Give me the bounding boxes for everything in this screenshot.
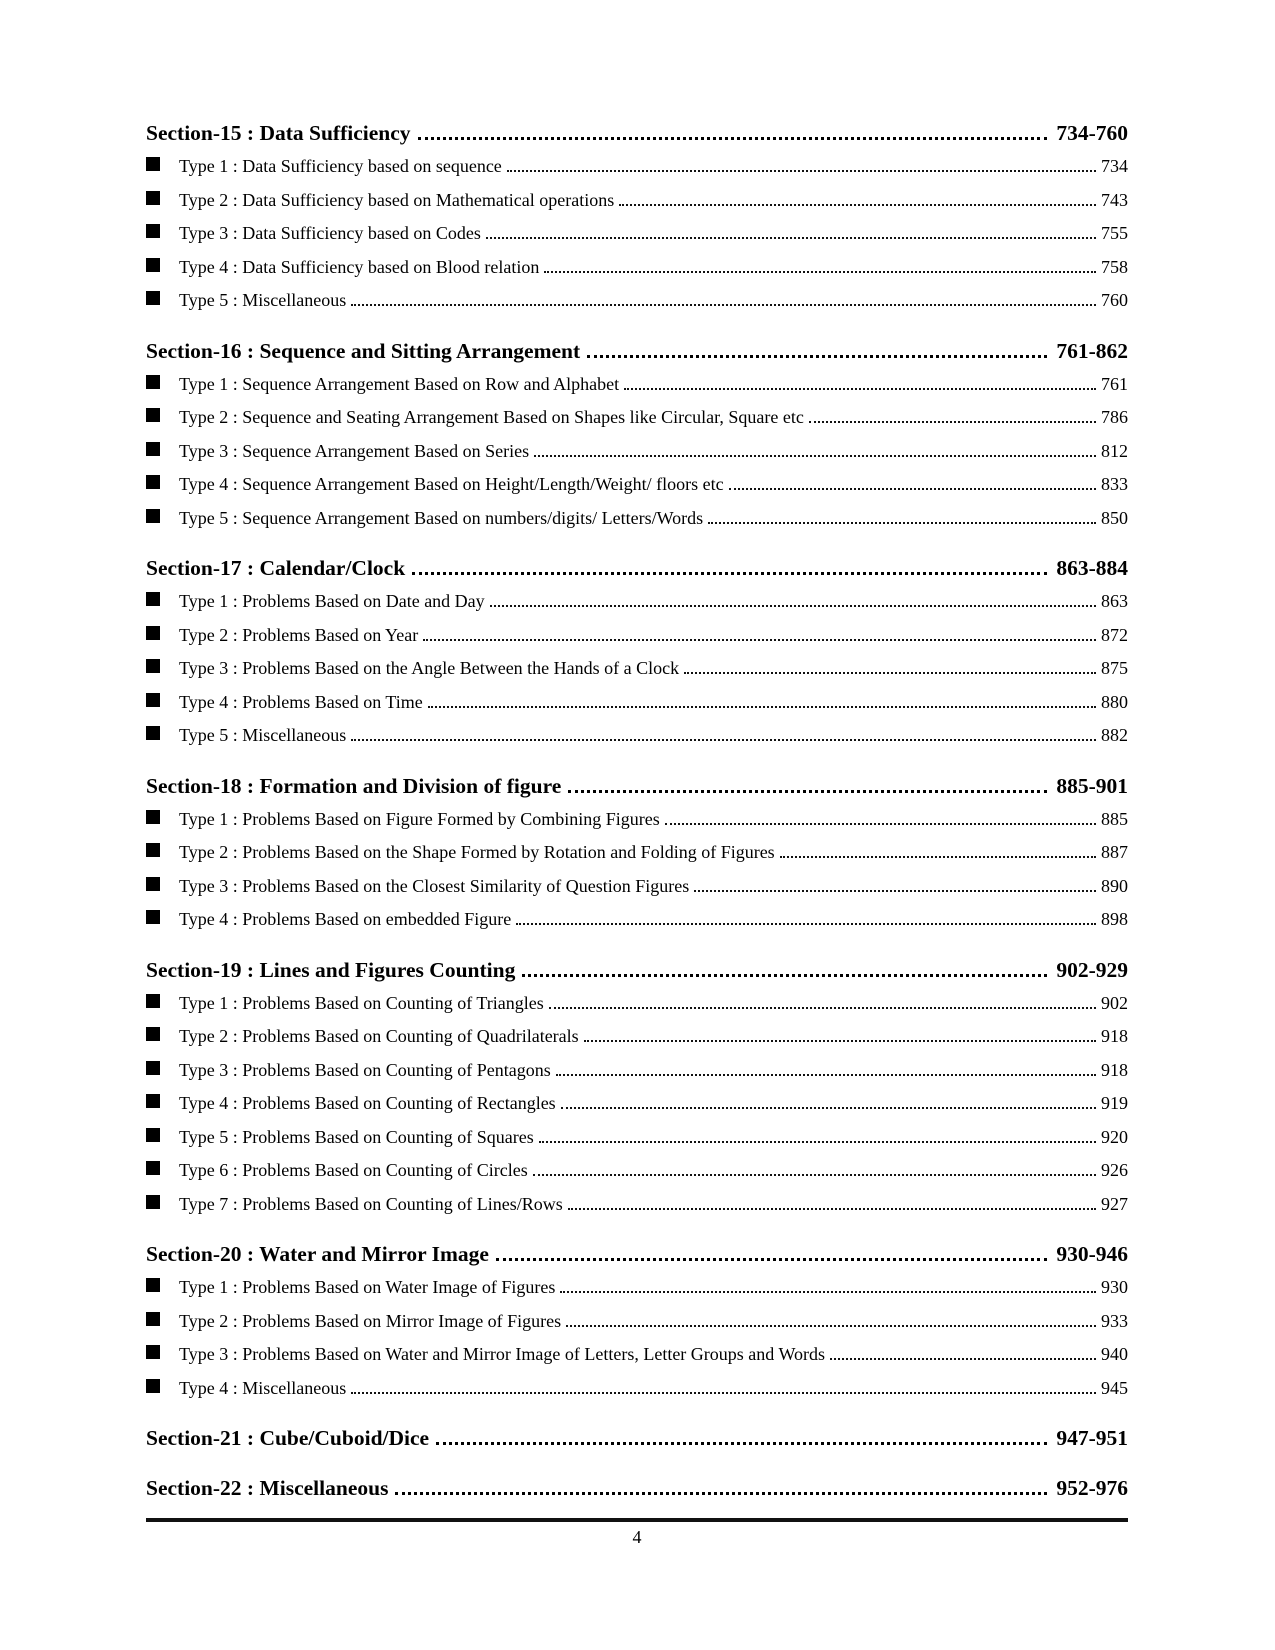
type-label: Type 4 : Problems Based on embedded Figure — [179, 909, 512, 929]
bullet-square-icon — [146, 810, 160, 824]
dot-leader — [809, 421, 1096, 423]
page-number: 4 — [632, 1527, 642, 1547]
dot-leader — [418, 137, 1048, 140]
type-page-number: 734 — [1101, 156, 1128, 176]
section-page-range: 734-760 — [1056, 121, 1128, 145]
dot-leader — [568, 1208, 1096, 1210]
type-page-number: 863 — [1101, 591, 1128, 611]
type-label: Type 2 : Problems Based on Counting of Quadrilaterals — [179, 1026, 579, 1046]
toc-type-row — [146, 217, 1128, 251]
toc-type-row — [146, 870, 1128, 904]
type-page-number: 755 — [1101, 223, 1128, 243]
dot-leader — [684, 672, 1096, 674]
type-page-number: 890 — [1101, 875, 1128, 896]
dot-leader — [729, 488, 1096, 490]
section-heading-row — [146, 551, 1128, 585]
bullet-square-icon — [146, 291, 160, 305]
type-label: Type 2 : Sequence and Seating Arrangement Based on Shapes like Circular, Square etc — [179, 407, 804, 427]
type-label: Type 3 : Problems Based on the Angle Between the Hands of a Clock — [179, 658, 680, 678]
dot-leader — [619, 204, 1096, 206]
type-label: Type 2 : Problems Based on Year — [179, 624, 419, 645]
type-label: Type 1 : Problems Based on Figure Formed by Combining Figures — [179, 808, 660, 829]
dot-leader — [423, 639, 1096, 641]
type-page-number: 875 — [1101, 658, 1128, 678]
section-title: Section-15 : Data Sufficiency — [146, 121, 411, 145]
type-label: Type 1 : Problems Based on Date and Day — [179, 591, 485, 611]
bullet-square-icon — [146, 994, 160, 1008]
toc-section — [146, 1237, 1128, 1405]
type-page-number: 882 — [1101, 725, 1128, 745]
section-heading-row — [146, 334, 1128, 368]
bullet-square-icon — [146, 1061, 160, 1075]
dot-leader — [566, 1325, 1096, 1327]
dot-leader — [544, 271, 1096, 273]
dot-leader — [587, 355, 1047, 358]
type-page-number: 918 — [1101, 1059, 1128, 1080]
type-page-number: 919 — [1101, 1093, 1128, 1113]
toc-type-row — [146, 987, 1128, 1021]
toc-type-row — [146, 903, 1128, 937]
dot-leader — [694, 890, 1096, 892]
section-page-range: 863-884 — [1056, 556, 1128, 580]
section-title: Section-19 : Lines and Figures Counting — [146, 957, 516, 982]
type-page-number: 898 — [1101, 909, 1128, 929]
type-page-number: 933 — [1101, 1310, 1128, 1331]
section-page-range: 761-862 — [1056, 338, 1128, 363]
section-heading-row — [146, 116, 1128, 150]
type-label: Type 4 : Sequence Arrangement Based on Height/Length/Weight/ floors etc — [179, 474, 724, 494]
dot-leader — [830, 1358, 1096, 1360]
section-page-range: 885-901 — [1056, 773, 1128, 798]
dot-leader — [584, 1040, 1096, 1042]
section-title: Section-18 : Formation and Division of figure — [146, 773, 562, 798]
toc-type-row — [146, 836, 1128, 870]
toc-type-row — [146, 401, 1128, 435]
type-label: Type 4 : Miscellaneous — [179, 1377, 347, 1398]
type-page-number: 887 — [1101, 842, 1128, 862]
bullet-square-icon — [146, 475, 160, 489]
type-label: Type 4 : Problems Based on Counting of Rectangles — [179, 1093, 556, 1113]
dot-leader — [708, 522, 1096, 524]
toc-type-row — [146, 619, 1128, 653]
dot-leader — [507, 170, 1096, 172]
type-label: Type 5 : Miscellaneous — [179, 290, 347, 310]
toc-type-row — [146, 719, 1128, 753]
type-label: Type 5 : Sequence Arrangement Based on numbers/digits/ Letters/Words — [179, 507, 704, 528]
type-page-number: 760 — [1101, 290, 1128, 310]
bullet-square-icon — [146, 442, 160, 456]
dot-leader — [428, 706, 1096, 708]
bullet-square-icon — [146, 1094, 160, 1108]
type-page-number: 850 — [1101, 507, 1128, 528]
type-page-number: 926 — [1101, 1160, 1128, 1180]
toc-type-row — [146, 1372, 1128, 1406]
toc-section — [146, 551, 1128, 753]
section-type-list — [146, 987, 1128, 1222]
type-page-number: 758 — [1101, 256, 1128, 277]
dot-leader — [568, 790, 1047, 793]
type-page-number: 918 — [1101, 1026, 1128, 1046]
toc-type-row — [146, 686, 1128, 720]
section-type-list — [146, 585, 1128, 753]
type-label: Type 5 : Miscellaneous — [179, 725, 347, 745]
toc-type-row — [146, 1020, 1128, 1054]
dot-leader — [561, 1107, 1096, 1109]
toc-section — [146, 116, 1128, 318]
toc-type-row — [146, 1154, 1128, 1188]
section-heading-row — [146, 769, 1128, 803]
type-label: Type 3 : Data Sufficiency based on Codes — [179, 223, 481, 243]
bullet-square-icon — [146, 1278, 160, 1292]
section-heading-row — [146, 1237, 1128, 1271]
toc-type-row — [146, 150, 1128, 184]
dot-leader — [351, 1392, 1096, 1394]
dot-leader — [560, 1291, 1096, 1293]
section-title: Section-17 : Calendar/Clock — [146, 556, 406, 580]
type-page-number: 743 — [1101, 189, 1128, 210]
type-page-number: 945 — [1101, 1377, 1128, 1398]
toc-type-row — [146, 251, 1128, 285]
section-page-range: 930-946 — [1056, 1242, 1128, 1266]
dot-leader — [533, 1174, 1096, 1176]
type-label: Type 2 : Problems Based on Mirror Image of Figures — [179, 1310, 562, 1331]
toc-section — [146, 1421, 1128, 1455]
section-type-list — [146, 368, 1128, 536]
dot-leader — [516, 923, 1096, 925]
toc-type-row — [146, 284, 1128, 318]
bullet-square-icon — [146, 1312, 160, 1326]
bullet-square-icon — [146, 408, 160, 422]
type-page-number: 920 — [1101, 1126, 1128, 1147]
type-label: Type 4 : Problems Based on Time — [179, 691, 423, 712]
type-label: Type 1 : Problems Based on Counting of Triangles — [179, 992, 544, 1013]
dot-leader — [556, 1074, 1096, 1076]
bullet-square-icon — [146, 1379, 160, 1393]
dot-leader — [490, 605, 1096, 607]
bullet-square-icon — [146, 1195, 160, 1209]
type-label: Type 3 : Problems Based on Counting of Pentagons — [179, 1059, 551, 1080]
dot-leader — [534, 455, 1096, 457]
type-page-number: 927 — [1101, 1193, 1128, 1214]
bullet-square-icon — [146, 509, 160, 523]
toc-type-row — [146, 502, 1128, 536]
type-label: Type 2 : Data Sufficiency based on Mathematical operations — [179, 189, 615, 210]
dot-leader — [780, 856, 1096, 858]
dot-leader — [436, 1442, 1047, 1445]
dot-leader — [395, 1492, 1047, 1495]
bullet-square-icon — [146, 1345, 160, 1359]
section-title: Section-21 : Cube/Cuboid/Dice — [146, 1426, 430, 1450]
type-label: Type 2 : Problems Based on the Shape Formed by Rotation and Folding of Figures — [179, 842, 775, 862]
toc-type-row — [146, 1271, 1128, 1305]
section-heading-row — [146, 1471, 1128, 1505]
bullet-square-icon — [146, 726, 160, 740]
toc-type-row — [146, 1054, 1128, 1088]
bullet-square-icon — [146, 693, 160, 707]
footer-rule — [146, 1518, 1128, 1522]
type-page-number: 940 — [1101, 1344, 1128, 1364]
type-label: Type 4 : Data Sufficiency based on Blood relation — [179, 256, 540, 277]
section-title: Section-20 : Water and Mirror Image — [146, 1242, 489, 1266]
dot-leader — [496, 1258, 1047, 1261]
bullet-square-icon — [146, 910, 160, 924]
type-page-number: 786 — [1101, 407, 1128, 427]
type-label: Type 3 : Problems Based on Water and Mirror Image of Letters, Letter Groups and Words — [179, 1344, 826, 1364]
section-type-list — [146, 1271, 1128, 1405]
type-page-number: 930 — [1101, 1277, 1128, 1297]
section-heading-row — [146, 1421, 1128, 1455]
bullet-square-icon — [146, 1161, 160, 1175]
section-title: Section-16 : Sequence and Sitting Arrangement — [146, 338, 581, 363]
section-title: Section-22 : Miscellaneous — [146, 1476, 389, 1500]
dot-leader — [665, 823, 1096, 825]
dot-leader — [486, 237, 1096, 239]
type-label: Type 5 : Problems Based on Counting of Squares — [179, 1126, 534, 1147]
toc-type-row — [146, 652, 1128, 686]
bullet-square-icon — [146, 375, 160, 389]
bullet-square-icon — [146, 224, 160, 238]
type-page-number: 880 — [1101, 691, 1128, 712]
section-type-list — [146, 150, 1128, 318]
table-of-contents — [146, 116, 1128, 1505]
page-footer — [146, 1518, 1128, 1550]
toc-type-row — [146, 1087, 1128, 1121]
toc-type-row — [146, 803, 1128, 837]
bullet-square-icon — [146, 1128, 160, 1142]
type-page-number: 902 — [1101, 992, 1128, 1013]
dot-leader — [351, 739, 1096, 741]
bullet-square-icon — [146, 1027, 160, 1041]
toc-type-row — [146, 1338, 1128, 1372]
toc-type-row — [146, 1121, 1128, 1155]
toc-type-row — [146, 435, 1128, 469]
type-label: Type 3 : Sequence Arrangement Based on Series — [179, 440, 530, 461]
type-page-number: 833 — [1101, 474, 1128, 494]
toc-section — [146, 769, 1128, 937]
type-label: Type 1 : Data Sufficiency based on sequence — [179, 156, 502, 176]
bullet-square-icon — [146, 258, 160, 272]
type-page-number: 761 — [1101, 373, 1128, 394]
toc-type-row — [146, 585, 1128, 619]
dot-leader — [549, 1007, 1096, 1009]
section-page-range: 947-951 — [1056, 1426, 1128, 1450]
bullet-square-icon — [146, 157, 160, 171]
section-page-range: 952-976 — [1056, 1476, 1128, 1500]
type-page-number: 812 — [1101, 440, 1128, 461]
bullet-square-icon — [146, 843, 160, 857]
dot-leader — [624, 388, 1096, 390]
toc-type-row — [146, 1305, 1128, 1339]
type-label: Type 1 : Sequence Arrangement Based on Row and Alphabet — [179, 373, 620, 394]
section-page-range: 902-929 — [1056, 957, 1128, 982]
bullet-square-icon — [146, 626, 160, 640]
section-heading-row — [146, 953, 1128, 987]
type-label: Type 3 : Problems Based on the Closest Similarity of Question Figures — [179, 875, 690, 896]
toc-section — [146, 1471, 1128, 1505]
section-type-list — [146, 803, 1128, 937]
type-label: Type 7 : Problems Based on Counting of Lines/Rows — [179, 1193, 563, 1214]
bullet-square-icon — [146, 659, 160, 673]
toc-type-row — [146, 368, 1128, 402]
toc-section — [146, 334, 1128, 536]
toc-type-row — [146, 1188, 1128, 1222]
toc-type-row — [146, 184, 1128, 218]
type-label: Type 6 : Problems Based on Counting of Circles — [179, 1160, 528, 1180]
type-page-number: 885 — [1101, 808, 1128, 829]
toc-type-row — [146, 468, 1128, 502]
bullet-square-icon — [146, 592, 160, 606]
dot-leader — [351, 304, 1096, 306]
bullet-square-icon — [146, 877, 160, 891]
type-page-number: 872 — [1101, 624, 1128, 645]
bullet-square-icon — [146, 191, 160, 205]
dot-leader — [522, 974, 1047, 977]
dot-leader — [412, 572, 1047, 575]
type-label: Type 1 : Problems Based on Water Image of Figures — [179, 1277, 556, 1297]
dot-leader — [539, 1141, 1096, 1143]
toc-section — [146, 953, 1128, 1222]
